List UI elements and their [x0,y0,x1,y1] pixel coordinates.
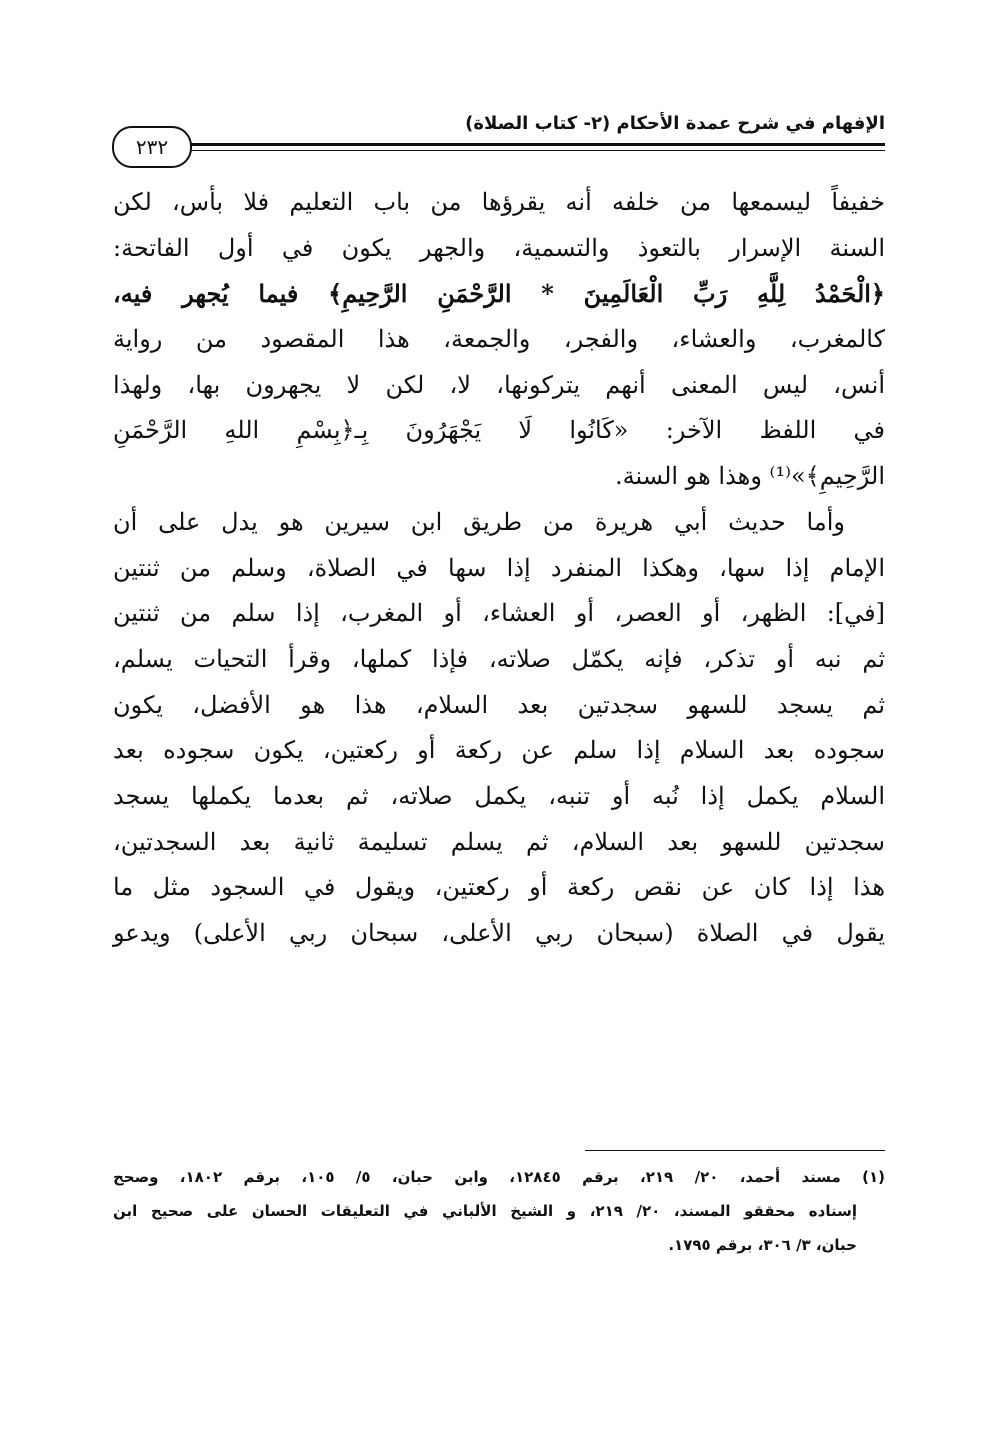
footnote-line: (١) مسند أحمد، ٢٠/ ٢١٩، برقم ١٢٨٤٥، وابن حبان، ٥/ ١٠٥، برقم ١٨٠٢، وصحح [113,1168,886,1186]
body-line: كالمغرب، والعشاء، والفجر، والجمعة، هذا المقصود من رواية [113,325,886,354]
footnotes [113,1160,885,1262]
body-line: سجدتين للسهو بعد السلام، ثم يسلم تسليمة ثانية بعد السجدتين، [113,827,885,856]
page-number: ٢٣٢ [112,126,192,168]
running-title: الإفهام في شرح عمدة الأحكام (٢- كتاب الصلاة) [465,113,885,134]
header-rule-thin [185,150,885,151]
body-line: الإمام إذا سها، وهكذا المنفرد إذا سها في الصلاة، وسلم من ثنتين [113,553,885,582]
body-line: السنة الإسرار بالتعوذ والتسمية، والجهر يكون في أول الفاتحة: [113,233,885,262]
body-text [113,180,885,957]
body-line: ثم نبه أو تذكر، فإنه يكمّل صلاته، فإذا كملها، وقرأ التحيات يسلم، [113,644,885,673]
body-line: خفيفاً ليسمعها من خلفه أنه يقرؤها من باب التعليم فلا بأس، لكن [113,188,885,216]
body-line: السلام يكمل إذا نُبه أو تنبه، يكمل صلاته، ثم بعدما يكملها يسجد [113,781,885,810]
body-line: ثم يسجد للسهو سجدتين بعد السلام، هذا هو الأفضل، يكون [113,690,885,719]
body-line: سجوده بعد السلام إذا سلم عن ركعة أو ركعتين، يكون سجوده بعد [113,736,885,765]
footnote-line: إسناده محققو المسند، ٢٠/ ٢١٩، و الشيخ الألباني في التعليقات الحسان على صحيح ابن [113,1202,857,1220]
footnote-line: حبان، ٣/ ٣٠٦، برقم ١٧٩٥. [668,1236,857,1254]
body-line: يقول في الصلاة (سبحان ربي الأعلى، سبحان ربي الأعلى) ويدعو [113,919,885,947]
body-line: الرَّحِيمِ﴾»⁽¹⁾ وهذا هو السنة. [614,462,885,491]
body-line-quran-verse: ﴿الْحَمْدُ لِلَّهِ رَبِّ الْعَالَمِينَ * الرَّحْمَنِ الرَّحِيمِ﴾ فيما يُجهر فيه، [113,279,885,309]
body-line: [في]: الظهر، أو العصر، أو العشاء، أو المغرب، إذا سلم من ثنتين [113,599,885,628]
footnote-separator [585,1150,885,1151]
body-line: هذا إذا كان عن نقص ركعة أو ركعتين، ويقول في السجود مثل ما [113,873,885,902]
body-line: في اللفظ الآخر: «كَانُوا لَا يَجْهَرُونَ بِـ﴿بِسْمِ اللهِ الرَّحْمَنِ [113,416,885,445]
body-line: أنس، ليس المعنى أنهم يتركونها، لا، لكن لا يجهرون بها، ولهذا [113,370,885,399]
header-rule-thick [185,143,885,146]
body-line-paragraph-start: وأما حديث أبي هريرة من طريق ابن سيرين هو يدل على أن [113,507,845,536]
